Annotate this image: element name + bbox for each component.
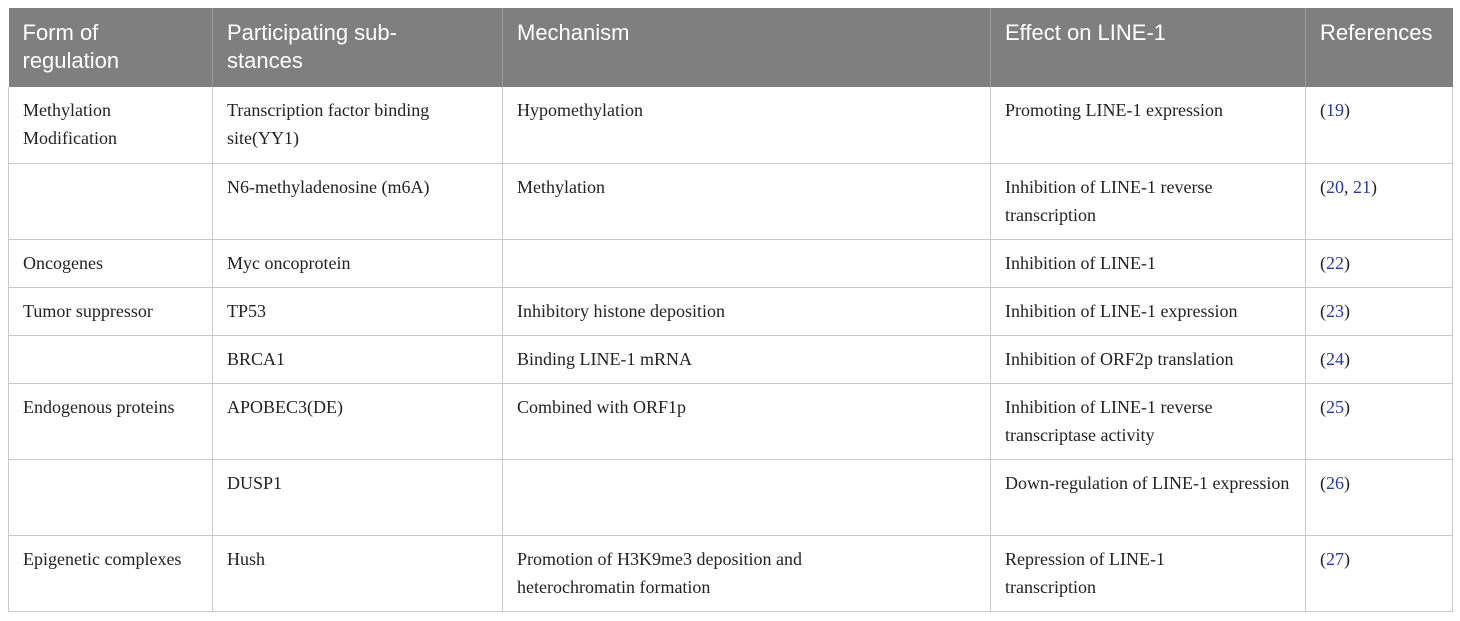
cell-effect: Promoting LINE-1 expression <box>991 87 1306 163</box>
header-effect: Effect on LINE-1 <box>991 8 1306 87</box>
cell-form: Oncogenes <box>9 239 213 287</box>
cell-references: (20, 21) <box>1306 163 1453 239</box>
cell-effect: Repression of LINE-1 transcription <box>991 535 1306 611</box>
cell-form: Tumor suppressor <box>9 287 213 335</box>
cell-mechanism <box>503 239 991 287</box>
header-references: References <box>1306 8 1453 87</box>
cell-references: (26) <box>1306 459 1453 535</box>
cell-substance: Hush <box>213 535 503 611</box>
cell-form <box>9 335 213 383</box>
cell-references: (27) <box>1306 535 1453 611</box>
reference-link[interactable]: 19 <box>1326 100 1344 120</box>
cell-substance: BRCA1 <box>213 335 503 383</box>
table-row <box>9 239 1453 287</box>
cell-references: (25) <box>1306 383 1453 459</box>
cell-form: Methylation Modification <box>9 87 213 163</box>
table-row <box>9 335 1453 383</box>
cell-references: (24) <box>1306 335 1453 383</box>
cell-mechanism: Binding LINE-1 mRNA <box>503 335 991 383</box>
header-form: Form of regulation <box>9 8 213 87</box>
cell-mechanism: Inhibitory histone deposition <box>503 287 991 335</box>
reference-link[interactable]: 20 <box>1326 176 1344 197</box>
cell-effect: Inhibition of ORF2p translation <box>991 335 1306 383</box>
cell-substance: Myc oncoprotein <box>213 239 503 287</box>
table-row <box>9 535 1453 611</box>
cell-mechanism: Promotion of H3K9me3 deposition and heterochromatin formation <box>503 535 991 611</box>
cell-effect: Inhibition of LINE-1 expression <box>991 287 1306 335</box>
cell-mechanism <box>503 459 991 535</box>
cell-form <box>9 459 213 535</box>
cell-substance: DUSP1 <box>213 459 503 535</box>
table-row <box>9 459 1453 535</box>
cell-references: (23) <box>1306 287 1453 335</box>
cell-mechanism: Combined with ORF1p <box>503 383 991 459</box>
cell-substance: Transcription factor binding site(YY1) <box>213 87 503 163</box>
cell-substance: N6-methyladenosine (m6A) <box>213 163 503 239</box>
header-mechanism: Mechanism <box>503 8 991 87</box>
regulation-table-container <box>8 8 1452 612</box>
cell-effect: Inhibition of LINE-1 <box>991 239 1306 287</box>
reference-link[interactable]: 26 <box>1326 472 1344 493</box>
cell-effect: Inhibition of LINE-1 reverse transcriptase activity <box>991 383 1306 459</box>
cell-form <box>9 163 213 239</box>
cell-mechanism: Hypomethylation <box>503 87 991 163</box>
cell-effect: Down-regulation of LINE-1 expression <box>991 459 1306 535</box>
reference-link[interactable]: 24 <box>1326 348 1344 369</box>
line1-regulation-table <box>8 8 1453 612</box>
reference-link[interactable]: 27 <box>1326 548 1344 569</box>
cell-substance: TP53 <box>213 287 503 335</box>
cell-substance: APOBEC3(DE) <box>213 383 503 459</box>
table-row <box>9 163 1453 239</box>
table-row <box>9 383 1453 459</box>
cell-form: Epigenetic complexes <box>9 535 213 611</box>
table-header-row <box>9 8 1453 87</box>
reference-link[interactable]: 23 <box>1326 300 1344 321</box>
table-row <box>9 287 1453 335</box>
header-substances: Participating sub-stances <box>213 8 503 87</box>
cell-effect: Inhibition of LINE-1 reverse transcription <box>991 163 1306 239</box>
reference-link[interactable]: 25 <box>1326 396 1344 417</box>
cell-references: (22) <box>1306 239 1453 287</box>
cell-mechanism: Methylation <box>503 163 991 239</box>
reference-link[interactable]: 22 <box>1326 252 1344 273</box>
reference-link[interactable]: 21 <box>1353 176 1371 197</box>
table-row <box>9 87 1453 163</box>
cell-form: Endogenous proteins <box>9 383 213 459</box>
cell-references: (19) <box>1306 87 1453 163</box>
